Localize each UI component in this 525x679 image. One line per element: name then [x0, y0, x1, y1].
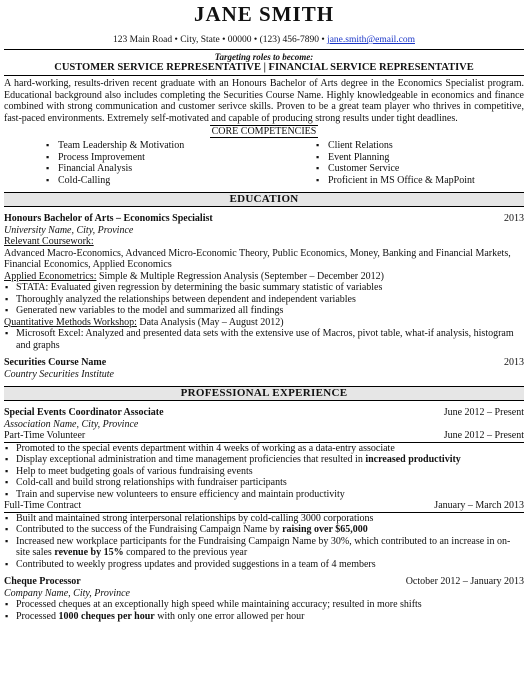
degree-year: 2013 — [504, 213, 524, 224]
competencies-heading — [4, 126, 524, 138]
bullet-highlight: revenue by 15% — [54, 547, 124, 558]
applied-text: Simple & Multiple Regression Analysis (September – December 2012) — [96, 270, 384, 282]
list-item — [4, 524, 524, 536]
job2-dates: October 2012 – January 2013 — [405, 576, 524, 587]
list-item — [4, 454, 524, 466]
bullet-text: Processed — [16, 610, 59, 622]
competency-item: ▪ Cold-Calling — [44, 175, 314, 187]
list-item — [4, 536, 524, 559]
list-item: ▪ STATA: Evaluated given regression by determining the basic summary statistic of variables — [4, 282, 524, 294]
list-item — [4, 611, 524, 623]
job1-sub2-row — [4, 500, 524, 513]
applied-bullets — [4, 282, 524, 317]
job1-title: Special Events Coordinator Associate — [4, 407, 164, 418]
quant-text: Data Analysis (May – August 2012) — [136, 316, 284, 328]
quant-methods-line — [4, 317, 524, 329]
job1-sub1-row — [4, 430, 524, 443]
list-item: ▪ Train and supervise new volunteers to ensure efficiency and maintain productivity — [4, 489, 524, 501]
job2-org: Company Name, City, Province — [4, 587, 130, 599]
securities-institute: Country Securities Institute — [4, 368, 114, 380]
job1-sub2-bullets — [4, 513, 524, 571]
competency-item: ▪ Proficient in MS Office & MapPoint — [314, 175, 475, 187]
bullet-text: compared to the previous year — [123, 547, 248, 558]
list-item: ▪ Contributed to weekly progress updates and provided suggestions in a team of 4 members — [4, 559, 524, 571]
securities-year: 2013 — [504, 357, 524, 368]
quant-label: Quantitative Methods Workshop: — [4, 316, 137, 328]
experience-heading: PROFESSIONAL EXPERIENCE — [4, 386, 524, 401]
securities-course-name: Securities Course Name — [4, 357, 107, 368]
list-item: ▪ Microsoft Excel: Analyzed and presented data sets with the extensive use of Macros, pivot table, what-if analysis, histogram and graphs — [4, 328, 524, 351]
job1-dates: June 2012 – Present — [443, 407, 524, 418]
resume-page — [4, 0, 524, 679]
job1-sub1-bullets — [4, 443, 524, 501]
bullet-text: Display exceptional administration and time management proficiencies that resulted in — [16, 454, 366, 465]
summary-paragraph: A hard-working, results-driven recent graduate with an Honours Bachelor of Arts degree in the Economics Specialist program. Educational background also includes completing the Securities Course Name. Highly knowledgeable in economics and finance combined with strong communication and customer serivce skills. Proven to be a great team player who thrives in competitive, fast-paced environments. Extremely self-motivated and capable of producing strong results under tight deadlines. — [4, 78, 524, 124]
bullet-highlight: raising over $65,000 — [282, 524, 368, 535]
email-link[interactable]: jane.smith@email.com — [327, 35, 415, 45]
job1-row — [4, 407, 524, 419]
competency-item: ▪ Client Relations — [314, 140, 475, 152]
education-heading: EDUCATION — [4, 192, 524, 207]
list-item: ▪ Built and maintained strong interpersonal relationships by cold-calling 3000 corporations — [4, 513, 524, 525]
bullet-text: Increased new workplace participants for the Fundraising Campaign Name by 30%, which contributed to an increase in on-site sales — [16, 535, 511, 558]
coursework-list: Advanced Macro-Economics, Advanced Micro-Economic Theory, Public Economics, Money, Banking and Financial Markets, Financial Economics, Applied Economics — [4, 247, 511, 270]
bullet-highlight: 1000 cheques per hour — [58, 610, 155, 622]
list-item: ▪ Promoted to the special events department within 4 weeks of working as a data-entry associate — [4, 443, 524, 455]
job2-bullets — [4, 599, 524, 622]
degree-name: Honours Bachelor of Arts – Economics Specialist — [4, 213, 213, 224]
candidate-name: JANE SMITH — [193, 2, 335, 26]
target-roles: CUSTOMER SERVICE REPRESENTATIVE | FINANCIAL SERVICE REPRESENTATIVE — [4, 62, 524, 76]
competency-item: ▪ Process Improvement — [44, 152, 314, 164]
quant-bullets — [4, 328, 524, 351]
target-intro: Targeting roles to become: — [214, 52, 314, 62]
competencies-list — [4, 140, 524, 186]
degree-school: University Name, City, Province — [4, 224, 134, 236]
securities-row — [4, 357, 524, 369]
job1-sub1-dates: June 2012 – Present — [443, 430, 524, 441]
applied-econometrics-line — [4, 271, 524, 283]
job1-sub1-title: Part-Time Volunteer — [4, 430, 86, 441]
competencies-left-column — [44, 140, 314, 186]
degree-row — [4, 213, 524, 225]
job2-title: Cheque Processor — [4, 576, 81, 587]
list-item: ▪ Generated new variables to the model and summarized all findings — [4, 305, 524, 317]
coursework-label: Relevant Coursework: — [4, 236, 94, 247]
list-item: ▪ Help to meet budgeting goals of various fundraising events — [4, 466, 524, 478]
list-item: ▪ Thoroughly analyzed the relationships between dependent and independent variables — [4, 294, 524, 306]
job1-sub2-title: Full-Time Contract — [4, 500, 82, 511]
competencies-right-column — [314, 140, 475, 186]
competency-item: ▪ Customer Service — [314, 163, 475, 175]
job1-sub2-dates: January – March 2013 — [434, 500, 524, 511]
competency-item: ▪ Event Planning — [314, 152, 475, 164]
applied-label: Applied Econometrics: — [4, 270, 97, 282]
contact-details: 123 Main Road • City, State • 00000 • (123) 456-7890 • — [113, 35, 328, 45]
bullet-text: with only one error allowed per hour — [154, 610, 305, 622]
competency-item: ▪ Financial Analysis — [44, 163, 314, 175]
job1-org: Association Name, City, Province — [4, 418, 139, 430]
list-item: ▪ Cold-call and build strong relationships with fundraiser participants — [4, 477, 524, 489]
competency-item: ▪ Team Leadership & Motivation — [44, 140, 314, 152]
list-item: ▪ Processed cheques at an exceptionally high speed while maintaining accuracy; resulted in more shifts — [4, 599, 524, 611]
contact-line — [4, 34, 524, 50]
job2-row — [4, 576, 524, 588]
competencies-title: CORE COMPETENCIES — [211, 126, 317, 137]
bullet-highlight: increased productivity — [365, 454, 461, 465]
bullet-text: Contributed to the success of the Fundraising Campaign Name by — [16, 524, 283, 535]
